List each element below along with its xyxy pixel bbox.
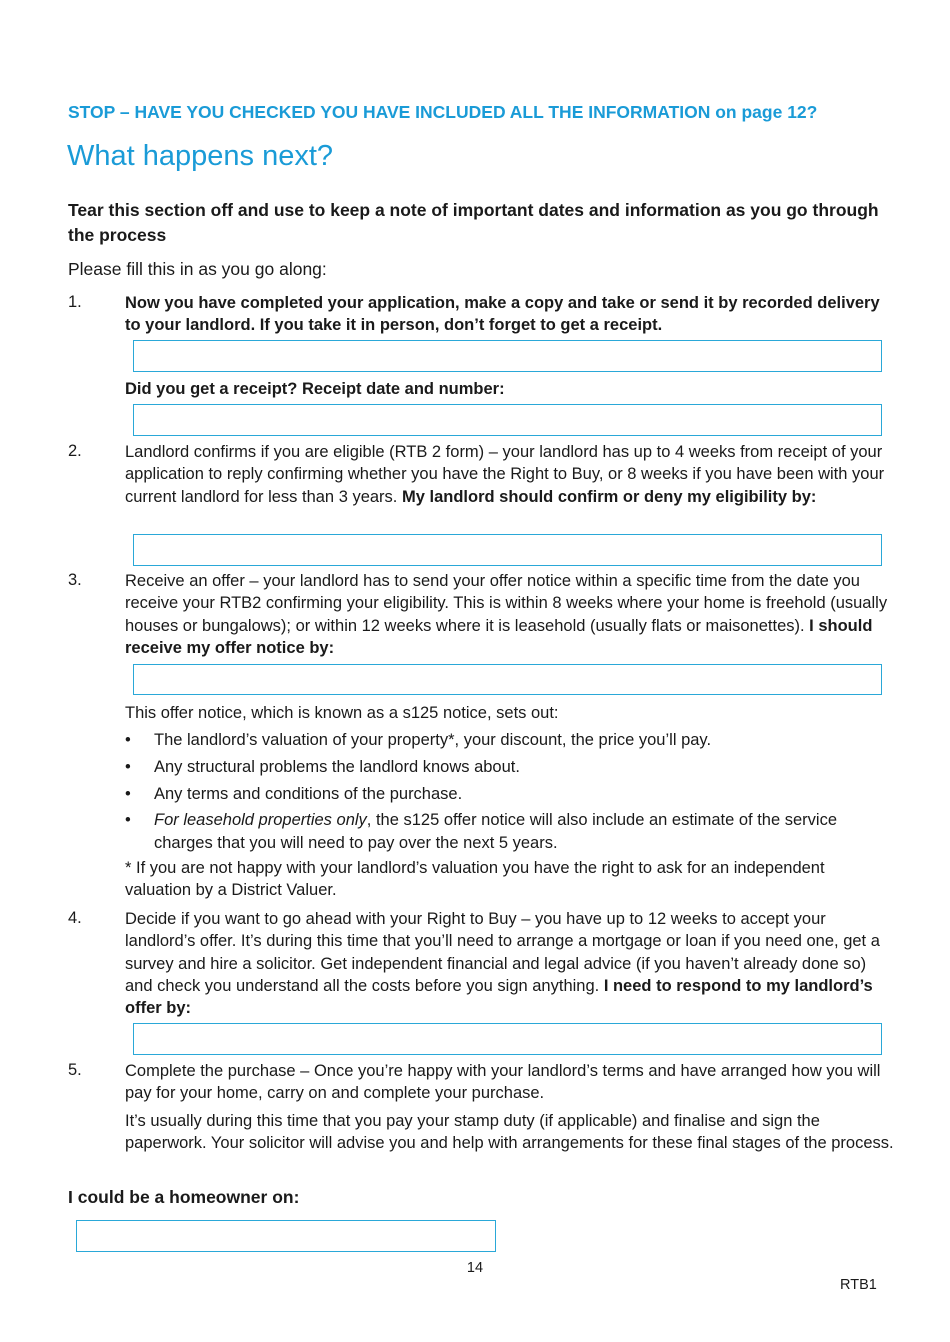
step-4-deadline-label: I need to respond to my landlord’s offer by:: [125, 976, 873, 1018]
step-3-deadline-label: I should receive my offer notice by:: [125, 616, 873, 657]
eligibility-date-field[interactable]: [133, 534, 882, 566]
receipt-details-field[interactable]: [133, 404, 882, 436]
list-item: • Any structural problems the landlord knows about.: [125, 757, 520, 776]
step-1-text: Now you have completed your application, make a copy and take or send it by recorded delivery to your landlord. If you take it in person, don’t forget to get a receipt.: [125, 294, 880, 335]
application-copy-field[interactable]: [133, 340, 882, 372]
step-3-text: Receive an offer – your landlord has to send your offer notice within a specific time from the date you receive your RTB2 confirming your eligibility. This is within 8 weeks where your home is freehold (usually houses or bungalows); or within 12 weeks where it is leasehold (usually flats or maisonettes). I should receive my offer notice by:: [125, 572, 888, 657]
step-5-extra: It’s usually during this time that you pay your stamp duty (if applicable) and finalise and sign the paperwork. Your solicitor will advise you and help with arrangements for these final stages of the process.: [125, 1112, 894, 1153]
homeowner-label: I could be a homeowner on:: [68, 1187, 300, 1207]
step-3-number: 3.: [68, 571, 82, 589]
response-date-field[interactable]: [133, 1023, 882, 1055]
page-title: What happens next?: [67, 140, 334, 172]
step-2-deadline-label: My landlord should confirm or deny my eligibility by:: [401, 487, 817, 506]
offer-notice-date-field[interactable]: [133, 664, 882, 695]
receipt-question: Did you get a receipt? Receipt date and number:: [125, 380, 505, 398]
valuation-footnote: * If you are not happy with your landlord’s valuation you have the right to ask for an independent valuation by a District Valuer.: [125, 859, 825, 900]
offer-notice-list: [125, 729, 895, 858]
list-item: • The landlord’s valuation of your property*, your discount, the price you’ll pay.: [125, 731, 712, 749]
list-item: • For leasehold properties only, the s125 offer notice will also include an estimate of the service charges that you will need to pay over the next 5 years.: [125, 811, 837, 852]
homeowner-date-field[interactable]: [76, 1220, 496, 1252]
offer-notice-intro: This offer notice, which is known as a s125 notice, sets out:: [125, 704, 559, 722]
step-5-text: Complete the purchase – Once you’re happy with your landlord’s terms and have arranged how you will pay for your home, carry on and complete your purchase.: [125, 1062, 881, 1103]
stop-notice: STOP – HAVE YOU CHECKED YOU HAVE INCLUDED ALL THE INFORMATION on page 12?: [68, 102, 818, 122]
step-5-number: 5.: [68, 1061, 82, 1079]
section-subtitle: Tear this section off and use to keep a note of important dates and information as you go through the process: [68, 200, 879, 245]
page-number: 14: [466, 1260, 484, 1276]
step-2-text: Landlord confirms if you are eligible (RTB 2 form) – your landlord has up to 4 weeks from receipt of your application to reply confirming whether you have the Right to Buy, or 8 weeks if you have been with your current landlord for less than 3 years. My landlord should confirm or deny my eligibility by:: [125, 443, 885, 506]
list-item: • Any terms and conditions of the purchase.: [125, 784, 463, 803]
step-1-number: 1.: [68, 293, 82, 311]
step-4-number: 4.: [68, 909, 82, 927]
intro-text: Please fill this in as you go along:: [68, 259, 327, 279]
step-4-text: Decide if you want to go ahead with your Right to Buy – you have up to 12 weeks to accept your landlord’s offer. It’s during this time that you’ll need to arrange a mortgage or loan if you need one, get a survey and hire a solicitor. Get independent financial and legal advice (if you haven’t already done so) and check you understand all the costs before you sign anything. I need to respond to my landlord’s offer by:: [125, 910, 880, 1018]
step-2-number: 2.: [68, 442, 82, 460]
form-code: RTB1: [840, 1277, 877, 1293]
